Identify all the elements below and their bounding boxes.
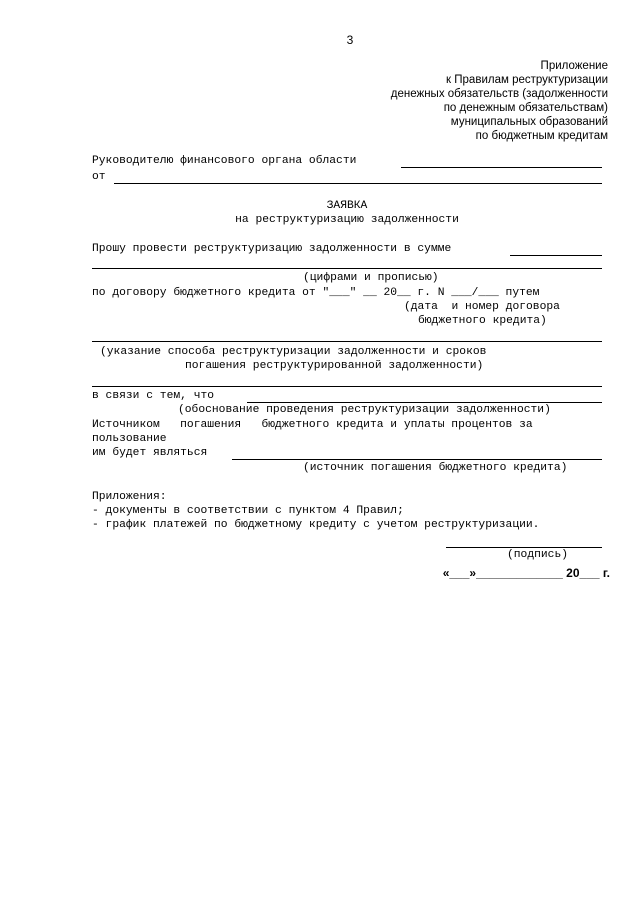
appendix-line: по бюджетным кредитам [475,130,608,142]
date-line: «___»_____________ 20___ г. [442,566,610,580]
amount-field-line-2 [92,268,602,269]
request-text: Прошу провести реструктуризацию задолженности в сумме [92,243,452,255]
contract-hint: бюджетного кредита) [418,315,547,327]
from-field-line [114,183,602,184]
source-hint: (источник погашения бюджетного кредита) [303,462,568,474]
document-title: ЗАЯВКА [326,200,368,212]
method-hint: погашения реструктурированной задолженности) [185,360,484,372]
page-number: 3 [346,33,354,47]
appendix-line: по денежным обязательствам) [443,102,608,114]
signature-hint: (подпись) [507,549,569,561]
from-label: от [92,171,106,183]
attachments-heading: Приложения: [92,491,167,503]
reason-text: в связи с тем, что [92,390,215,402]
appendix-line: денежных обязательств (задолженности [390,88,608,100]
method-hint: (указание способа реструктуризации задолженности и сроков [100,346,487,358]
source-text: им будет являться [92,447,208,459]
attachment-item: - документы в соответствии с пунктом 4 Правил; [92,505,404,517]
addressee-field-line [401,167,602,168]
method-field-line [92,341,602,342]
attachment-item: - график платежей по бюджетному кредиту с учетом реструктуризации. [92,519,540,531]
contract-text: по договору бюджетного кредита от "___" __ 20__ г. N ___/___ путем [92,287,540,299]
source-text: Источником погашения бюджетного кредита и уплаты процентов за [92,419,533,431]
addressee-label: Руководителю финансового органа области [92,155,357,167]
amount-hint: (цифрами и прописью) [303,272,439,284]
appendix-line: к Правилам реструктуризации [446,74,608,86]
document-subtitle: на реструктуризацию задолженности [235,214,459,226]
appendix-line: муниципальных образований [450,116,608,128]
source-text: пользование [92,433,167,445]
amount-field-line [510,255,602,256]
source-field-line [232,459,602,460]
contract-hint: (дата и номер договора [404,301,560,313]
appendix-line: Приложение [540,60,608,72]
method-field-line-2 [92,386,602,387]
reason-hint: (обоснование проведения реструктуризации задолженности) [178,404,551,416]
